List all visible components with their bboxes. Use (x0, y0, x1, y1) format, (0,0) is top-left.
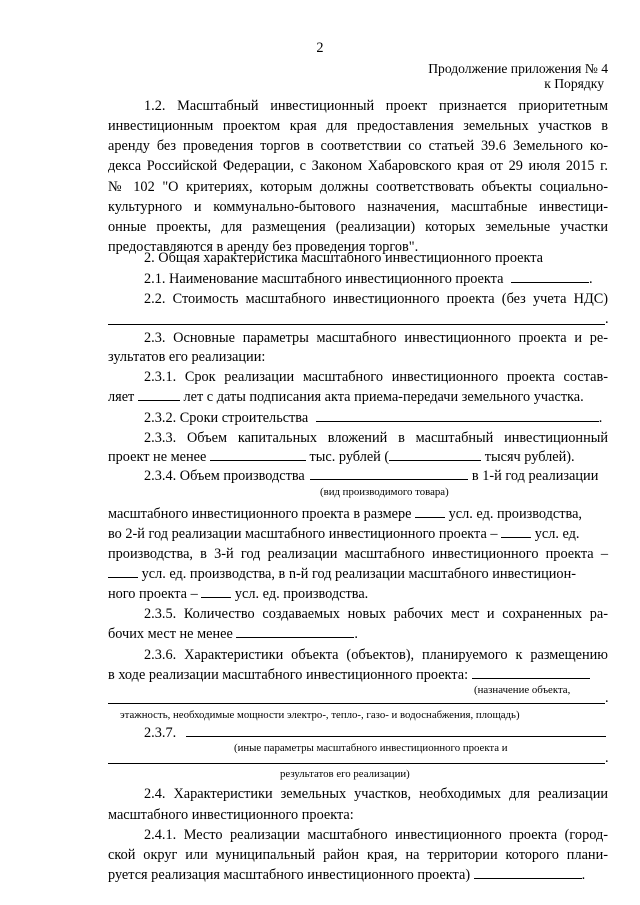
s23-line-1: 2.3. Основные параметры масштабного инвестиционного проекта и ре- (144, 330, 608, 346)
s234-line-2b: усл. ед. производства, (448, 506, 582, 522)
s234-blank-2 (415, 517, 445, 518)
s24-line-1: 2.4. Характеристики земельных участков, необходимых для реализации (144, 786, 608, 802)
s234-blank-3 (501, 537, 531, 538)
s22-blank (108, 324, 605, 325)
s233-blank-1 (210, 460, 306, 461)
s232-blank (316, 421, 599, 422)
p12-line-1: 1.2. Масштабный инвестиционный проект признается приоритетным (144, 98, 608, 114)
s231-line-2b: лет с даты подписания акта приема-передачи земельного участка. (183, 389, 584, 405)
p12-line-5: № 102 "О критериях, которым должны соответствовать объекты социально- (108, 179, 608, 195)
s231-line-1: 2.3.1. Срок реализации масштабного инвестиционного проекта состав- (144, 369, 608, 385)
s234-line-2 (108, 507, 582, 521)
s234-line-5 (108, 567, 576, 581)
s236-line-2 (108, 668, 590, 682)
s234-line-5b: усл. ед. производства, в n-й год реализации масштабного инвестицион- (141, 566, 576, 582)
s236-line-2-text: в ходе реализации масштабного инвестиционного проекта: (108, 667, 469, 683)
s232-dot: . (598, 410, 603, 426)
s234-line-1a: 2.3.4. Объем производства (144, 468, 305, 484)
s21-text: 2.1. Наименование масштабного инвестиционного проекта (144, 271, 504, 287)
header-line-1: Продолжение приложения № 4 (428, 61, 608, 76)
s235-line-2 (108, 627, 358, 641)
s234-line-3b: усл. ед. (534, 526, 580, 542)
s233-line-2b: тыс. рублей ( (309, 449, 390, 465)
s232-text: 2.3.2. Сроки строительства (144, 410, 309, 426)
s234-line-1 (144, 469, 598, 483)
s237-hint-2: результатов его реализации) (280, 768, 410, 780)
s234-line-6b: усл. ед. производства. (234, 586, 369, 602)
s23-line-2: зультатов его реализации: (108, 349, 266, 365)
s236-line-1: 2.3.6. Характеристики объекта (объектов), планируемого к размещению (144, 647, 608, 663)
s233-line-2c: тысяч рублей). (484, 449, 575, 465)
s237-hint-1: (иные параметры масштабного инвестиционного проекта и (234, 742, 508, 754)
s234-blank-5 (201, 597, 231, 598)
s237-dot: . (605, 750, 609, 766)
p12-line-2: инвестиционным проектом края для предоставления земельных участков в (108, 118, 608, 134)
s231-blank (138, 400, 180, 401)
s237-blank-1 (186, 736, 606, 737)
page-number: 2 (316, 40, 324, 56)
s234-line-3 (108, 527, 580, 541)
s236-blank-2 (108, 703, 605, 704)
s236-blank-1 (472, 678, 590, 679)
s234-hint: (вид производимого товара) (320, 486, 449, 498)
section-2-title: 2. Общая характеристика масштабного инвестиционного проекта (144, 250, 544, 266)
s241-line-3 (108, 868, 585, 882)
s22-text: 2.2. Стоимость масштабного инвестиционного проекта (без учета НДС) (144, 291, 608, 307)
s234-line-4: производства, в 3-й год реализации масштабного инвестиционного проекта – (108, 546, 608, 562)
header-line-2: к Порядку (544, 76, 604, 91)
s233-line-2 (108, 450, 575, 464)
s236-hint-2: этажность, необходимые мощности электро-, тепло-, газо- и водоснабжения, площадь) (120, 709, 520, 721)
s241-dot: . (581, 867, 586, 883)
s233-line-1: 2.3.3. Объем капитальных вложений в масштабный инвестиционный (144, 430, 608, 446)
s233-line-2a: проект не менее (108, 449, 207, 465)
s234-line-6 (108, 587, 368, 601)
s231-line-2a: ляет (108, 389, 135, 405)
s235-line-1: 2.3.5. Количество создаваемых новых рабочих мест и сохраненных ра- (144, 606, 608, 622)
p12-line-3: аренду без проведения торгов в соответствии со статьей 39.6 Земельного ко- (108, 138, 608, 154)
s234-blank-4 (108, 577, 138, 578)
s21-blank (511, 282, 589, 283)
s21-line (144, 272, 593, 286)
s241-line-3-text: руется реализация масштабного инвестиционного проекта) (108, 867, 471, 883)
p12-line-7: онные проекты, для размещения (реализации) которых земельные участки (108, 219, 608, 235)
p12-line-8: предоставляются в аренду без проведения торгов". (108, 239, 419, 255)
s241-line-1: 2.4.1. Место реализации масштабного инвестиционного проекта (город- (144, 827, 608, 843)
s21-dot: . (589, 271, 593, 287)
s235-line-2-text: бочих мест не менее (108, 626, 233, 642)
s231-line-2 (108, 390, 584, 404)
s236-hint-1: (назначение объекта, (474, 684, 571, 696)
s241-blank (474, 878, 582, 879)
p12-line-4: декса Российской Федерации, с Законом Хабаровского края от 29 июля 2015 г. (108, 158, 608, 174)
s235-dot: . (354, 626, 358, 642)
s24-line-2: масштабного инвестиционного проекта: (108, 807, 354, 823)
p12-line-6: культурного и коммунально-бытового назначения, масштабные инвестици- (108, 199, 608, 215)
s233-blank-2 (389, 460, 481, 461)
s234-line-1b: в 1-й год реализации (471, 468, 599, 484)
s237-label: 2.3.7. (144, 725, 177, 741)
s234-blank-1 (310, 479, 468, 480)
s236-dot: . (605, 690, 609, 706)
s234-line-2a: масштабного инвестиционного проекта в размере (108, 506, 412, 522)
s237-blank-2 (108, 763, 605, 764)
s235-blank (236, 637, 354, 638)
s234-line-6a: ного проекта – (108, 586, 198, 602)
s234-line-3a: во 2-й год реализации масштабного инвестиционного проекта – (108, 526, 498, 542)
s22-dot: . (605, 311, 609, 327)
s237-line (144, 726, 606, 740)
s232-line (144, 411, 602, 425)
s241-line-2: ской округ или муниципальный район края, на территории которого плани- (108, 847, 608, 863)
